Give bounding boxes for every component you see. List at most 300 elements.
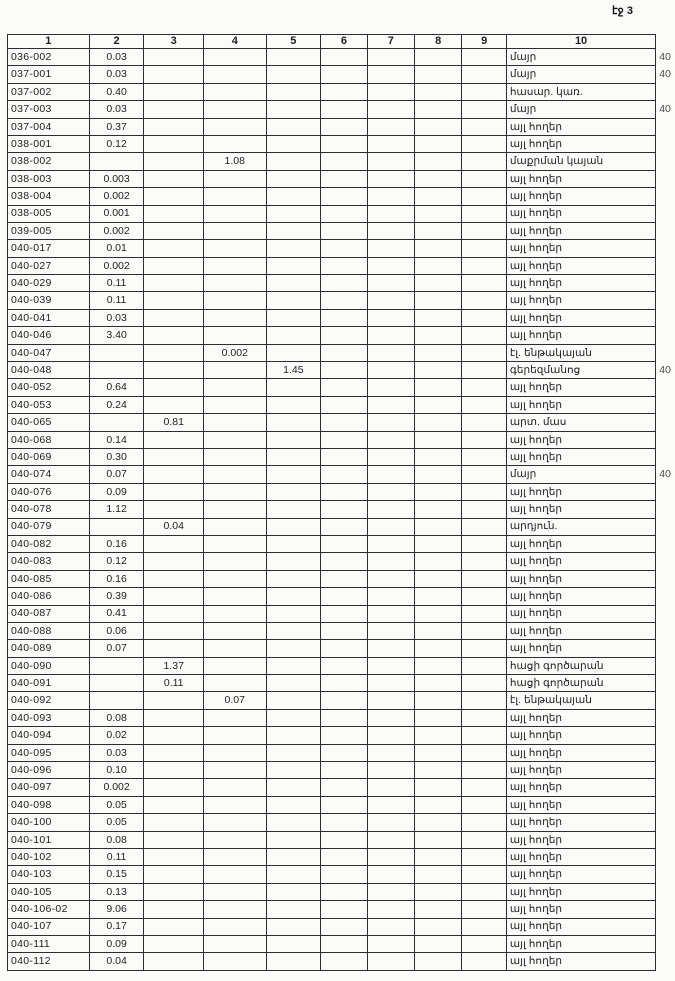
value-cell: [367, 709, 414, 726]
table-row: [8, 188, 675, 205]
value-cell: 0.07: [203, 692, 266, 709]
value-cell: [367, 814, 414, 831]
value-cell: [415, 483, 462, 500]
value-cell: [462, 779, 506, 796]
value-cell: [367, 570, 414, 587]
margin-note: [656, 379, 675, 396]
value-cell: [266, 657, 321, 674]
value-cell: [321, 570, 367, 587]
value-cell: [203, 188, 266, 205]
value-cell: [203, 605, 266, 622]
margin-note: [656, 222, 675, 239]
land-use-label: գերեզմանոց: [506, 362, 655, 379]
value-cell: [321, 640, 367, 657]
margin-note: 40: [659, 363, 671, 376]
parcel-code: 040-102: [8, 848, 90, 865]
value-cell: [367, 309, 414, 326]
land-use-label: այլ հողեր: [506, 118, 655, 135]
value-cell: [462, 640, 506, 657]
value-cell: [415, 448, 462, 465]
margin-note: [656, 483, 675, 500]
parcel-code: 040-017: [8, 240, 90, 257]
value-cell: [321, 848, 367, 865]
value-cell: 0.24: [89, 396, 144, 413]
value-cell: [415, 709, 462, 726]
value-cell: [415, 414, 462, 431]
value-cell: [321, 414, 367, 431]
margin-note: [656, 553, 675, 570]
value-cell: [367, 153, 414, 170]
value-cell: [415, 170, 462, 187]
table-row: [8, 709, 675, 726]
value-cell: [266, 466, 321, 483]
parcel-code: 037-001: [8, 66, 90, 83]
parcel-code: 038-002: [8, 153, 90, 170]
value-cell: [321, 118, 367, 135]
value-cell: [367, 83, 414, 100]
value-cell: [321, 935, 367, 952]
margin-note: [656, 309, 675, 326]
value-cell: [203, 570, 266, 587]
value-cell: [203, 222, 266, 239]
value-cell: [415, 240, 462, 257]
margin-note: [656, 901, 675, 918]
margin-note: [656, 622, 675, 639]
parcel-code: 040-093: [8, 709, 90, 726]
value-cell: [266, 570, 321, 587]
value-cell: [462, 448, 506, 465]
value-cell: [415, 553, 462, 570]
value-cell: [415, 188, 462, 205]
land-use-label: այլ հողեր: [506, 205, 655, 222]
parcel-code: 040-085: [8, 570, 90, 587]
value-cell: [321, 327, 367, 344]
value-cell: [415, 588, 462, 605]
value-cell: [266, 344, 321, 361]
value-cell: [203, 883, 266, 900]
value-cell: 0.01: [89, 240, 144, 257]
land-use-label: այլ հողեր: [506, 257, 655, 274]
value-cell: [321, 379, 367, 396]
value-cell: [144, 49, 204, 66]
margin-note: 40: [659, 468, 671, 481]
value-cell: [415, 83, 462, 100]
value-cell: [415, 431, 462, 448]
value-cell: [144, 188, 204, 205]
value-cell: [462, 953, 506, 970]
value-cell: [266, 501, 321, 518]
value-cell: 0.002: [203, 344, 266, 361]
value-cell: [415, 675, 462, 692]
value-cell: [321, 292, 367, 309]
value-cell: [367, 101, 414, 118]
land-use-label: հացի գործարան: [506, 657, 655, 674]
value-cell: [144, 205, 204, 222]
land-use-label: այլ հողեր: [506, 588, 655, 605]
value-cell: [462, 692, 506, 709]
value-cell: [367, 953, 414, 970]
margin-note: [656, 414, 675, 431]
table-row: [8, 309, 675, 326]
value-cell: [144, 501, 204, 518]
value-cell: [462, 275, 506, 292]
value-cell: [415, 292, 462, 309]
table-row: [8, 483, 675, 500]
value-cell: [266, 883, 321, 900]
parcel-code: 040-082: [8, 535, 90, 552]
value-cell: [415, 622, 462, 639]
value-cell: [462, 535, 506, 552]
value-cell: [367, 257, 414, 274]
value-cell: [203, 466, 266, 483]
table-row: [8, 292, 675, 309]
value-cell: [462, 153, 506, 170]
table-row: [8, 640, 675, 657]
value-cell: 0.04: [144, 518, 204, 535]
value-cell: [266, 83, 321, 100]
value-cell: [203, 396, 266, 413]
value-cell: [367, 866, 414, 883]
table-row: [8, 135, 675, 152]
value-cell: [462, 431, 506, 448]
parcel-code: 036-002: [8, 49, 90, 66]
value-cell: [203, 205, 266, 222]
parcel-code: 038-001: [8, 135, 90, 152]
value-cell: [144, 483, 204, 500]
value-cell: [144, 153, 204, 170]
value-cell: [203, 431, 266, 448]
value-cell: [462, 483, 506, 500]
value-cell: 1.37: [144, 657, 204, 674]
value-cell: [462, 744, 506, 761]
value-cell: [415, 153, 462, 170]
parcel-code: 040-094: [8, 727, 90, 744]
value-cell: [367, 588, 414, 605]
land-use-label: այլ հողեր: [506, 935, 655, 952]
land-use-label: այլ հողեր: [506, 501, 655, 518]
column-header: 9: [462, 35, 506, 49]
margin-note: [656, 153, 675, 170]
value-cell: [203, 518, 266, 535]
value-cell: 0.11: [89, 275, 144, 292]
value-cell: [415, 727, 462, 744]
value-cell: [89, 692, 144, 709]
value-cell: [367, 848, 414, 865]
value-cell: [321, 518, 367, 535]
value-cell: 0.09: [89, 935, 144, 952]
value-cell: [144, 327, 204, 344]
value-cell: [266, 118, 321, 135]
margin-note: [656, 431, 675, 448]
margin-note: [656, 605, 675, 622]
margin-note: [656, 657, 675, 674]
value-cell: [367, 622, 414, 639]
value-cell: 0.02: [89, 727, 144, 744]
value-cell: [462, 553, 506, 570]
value-cell: [321, 448, 367, 465]
value-cell: [144, 918, 204, 935]
table-row: [8, 866, 675, 883]
value-cell: 0.41: [89, 605, 144, 622]
value-cell: [266, 762, 321, 779]
parcel-code: 040-027: [8, 257, 90, 274]
value-cell: [203, 535, 266, 552]
value-cell: 0.08: [89, 831, 144, 848]
value-cell: [321, 466, 367, 483]
value-cell: [367, 344, 414, 361]
value-cell: [462, 222, 506, 239]
margin-note: [656, 953, 675, 970]
margin-note: [656, 588, 675, 605]
margin-note: [656, 762, 675, 779]
land-use-label: այլ հողեր: [506, 796, 655, 813]
value-cell: [415, 118, 462, 135]
value-cell: [203, 640, 266, 657]
margin-note: 40: [659, 50, 671, 63]
value-cell: [266, 918, 321, 935]
value-cell: [89, 518, 144, 535]
column-header: 1: [8, 35, 90, 49]
parcel-code: 040-047: [8, 344, 90, 361]
table-row: [8, 222, 675, 239]
value-cell: 0.30: [89, 448, 144, 465]
margin-note: [656, 883, 675, 900]
value-cell: [415, 918, 462, 935]
value-cell: [415, 66, 462, 83]
value-cell: [266, 727, 321, 744]
value-cell: 0.13: [89, 883, 144, 900]
table-row: [8, 605, 675, 622]
value-cell: [203, 935, 266, 952]
parcel-code: 040-105: [8, 883, 90, 900]
margin-note: [656, 570, 675, 587]
land-use-label: այլ հողեր: [506, 866, 655, 883]
parcel-code: 040-053: [8, 396, 90, 413]
margin-note: 40: [659, 103, 671, 116]
parcel-code: 038-003: [8, 170, 90, 187]
column-header: 8: [415, 35, 462, 49]
value-cell: [144, 135, 204, 152]
value-cell: 0.10: [89, 762, 144, 779]
value-cell: [321, 362, 367, 379]
margin-note: [656, 518, 675, 535]
value-cell: [367, 657, 414, 674]
value-cell: [144, 448, 204, 465]
value-cell: [266, 222, 321, 239]
value-cell: [144, 605, 204, 622]
land-use-label: այլ հողեր: [506, 831, 655, 848]
value-cell: [144, 570, 204, 587]
value-cell: [266, 431, 321, 448]
value-cell: [321, 779, 367, 796]
table-row: [8, 953, 675, 970]
parcel-code: 040-089: [8, 640, 90, 657]
column-header: 7: [367, 35, 414, 49]
value-cell: [415, 848, 462, 865]
land-use-label: այլ հողեր: [506, 570, 655, 587]
value-cell: [203, 814, 266, 831]
value-cell: [415, 327, 462, 344]
value-cell: [462, 883, 506, 900]
value-cell: [203, 727, 266, 744]
value-cell: [321, 814, 367, 831]
land-use-label: այլ հողեր: [506, 605, 655, 622]
value-cell: [462, 379, 506, 396]
value-cell: [367, 292, 414, 309]
parcel-code: 040-090: [8, 657, 90, 674]
value-cell: 0.40: [89, 83, 144, 100]
value-cell: [462, 762, 506, 779]
land-use-label: այլ հողեր: [506, 553, 655, 570]
table-row: [8, 883, 675, 900]
parcel-code: 040-069: [8, 448, 90, 465]
parcel-code: 037-002: [8, 83, 90, 100]
value-cell: [367, 692, 414, 709]
land-use-label: այլ հողեր: [506, 396, 655, 413]
value-cell: [367, 396, 414, 413]
land-use-label: այլ հողեր: [506, 431, 655, 448]
table-row: [8, 362, 675, 379]
value-cell: [321, 709, 367, 726]
value-cell: 0.06: [89, 622, 144, 639]
parcel-code: 040-101: [8, 831, 90, 848]
parcel-code: 040-111: [8, 935, 90, 952]
value-cell: [367, 744, 414, 761]
value-cell: [203, 275, 266, 292]
margin-note: [656, 118, 675, 135]
table-row: [8, 396, 675, 413]
value-cell: [266, 709, 321, 726]
value-cell: [266, 135, 321, 152]
parcel-code: 039-005: [8, 222, 90, 239]
value-cell: [321, 275, 367, 292]
parcel-code: 040-041: [8, 309, 90, 326]
value-cell: 0.07: [89, 640, 144, 657]
value-cell: [203, 66, 266, 83]
parcel-code: 040-048: [8, 362, 90, 379]
land-use-label: այլ հողեր: [506, 953, 655, 970]
value-cell: [462, 49, 506, 66]
value-cell: [367, 796, 414, 813]
value-cell: 0.05: [89, 796, 144, 813]
value-cell: [462, 501, 506, 518]
value-cell: [462, 205, 506, 222]
column-header: 5: [266, 35, 321, 49]
value-cell: [462, 170, 506, 187]
value-cell: [144, 953, 204, 970]
value-cell: [89, 414, 144, 431]
value-cell: [367, 205, 414, 222]
land-use-label: արդյուն.: [506, 518, 655, 535]
value-cell: [144, 240, 204, 257]
value-cell: 0.002: [89, 257, 144, 274]
land-use-label: այլ հողեր: [506, 275, 655, 292]
value-cell: 9.06: [89, 901, 144, 918]
value-cell: [462, 918, 506, 935]
value-cell: [415, 466, 462, 483]
value-cell: [89, 153, 144, 170]
land-use-label: այլ հողեր: [506, 135, 655, 152]
land-use-label: այլ հողեր: [506, 918, 655, 935]
value-cell: [266, 309, 321, 326]
value-cell: [462, 327, 506, 344]
value-cell: [89, 362, 144, 379]
value-cell: [266, 170, 321, 187]
value-cell: [144, 762, 204, 779]
value-cell: 1.45: [266, 362, 321, 379]
table-row: [8, 205, 675, 222]
value-cell: 0.81: [144, 414, 204, 431]
value-cell: [321, 66, 367, 83]
value-cell: [462, 292, 506, 309]
value-cell: [367, 414, 414, 431]
value-cell: [321, 866, 367, 883]
value-cell: [144, 640, 204, 657]
value-cell: [367, 240, 414, 257]
parcel-code: 040-086: [8, 588, 90, 605]
value-cell: [462, 188, 506, 205]
value-cell: [367, 605, 414, 622]
value-cell: [367, 553, 414, 570]
margin-note: [656, 501, 675, 518]
value-cell: [321, 396, 367, 413]
value-cell: 0.37: [89, 118, 144, 135]
value-cell: [266, 448, 321, 465]
value-cell: [321, 762, 367, 779]
value-cell: [144, 727, 204, 744]
land-use-label: այլ հողեր: [506, 240, 655, 257]
value-cell: [203, 831, 266, 848]
table-row: [8, 466, 675, 483]
value-cell: [462, 518, 506, 535]
value-cell: 0.08: [89, 709, 144, 726]
margin-note: [656, 848, 675, 865]
table-row: [8, 553, 675, 570]
land-use-label: այլ հողեր: [506, 535, 655, 552]
value-cell: [415, 535, 462, 552]
value-cell: [462, 362, 506, 379]
value-cell: [462, 831, 506, 848]
land-use-label: այլ հողեր: [506, 327, 655, 344]
land-use-label: մաքրման կայան: [506, 153, 655, 170]
value-cell: [367, 901, 414, 918]
table-row: [8, 831, 675, 848]
value-cell: [266, 483, 321, 500]
value-cell: [462, 605, 506, 622]
value-cell: [462, 709, 506, 726]
value-cell: [462, 588, 506, 605]
value-cell: [321, 692, 367, 709]
value-cell: [462, 309, 506, 326]
value-cell: [367, 222, 414, 239]
value-cell: [415, 866, 462, 883]
value-cell: [203, 362, 266, 379]
parcel-code: 040-107: [8, 918, 90, 935]
value-cell: [203, 483, 266, 500]
table-row: [8, 170, 675, 187]
value-cell: [367, 188, 414, 205]
table-row: [8, 153, 675, 170]
value-cell: [203, 327, 266, 344]
value-cell: 0.03: [89, 309, 144, 326]
parcel-code: 040-097: [8, 779, 90, 796]
value-cell: [367, 918, 414, 935]
margin-note: [656, 205, 675, 222]
value-cell: [203, 83, 266, 100]
value-cell: [144, 257, 204, 274]
table-header-row: [8, 35, 675, 49]
value-cell: [367, 448, 414, 465]
